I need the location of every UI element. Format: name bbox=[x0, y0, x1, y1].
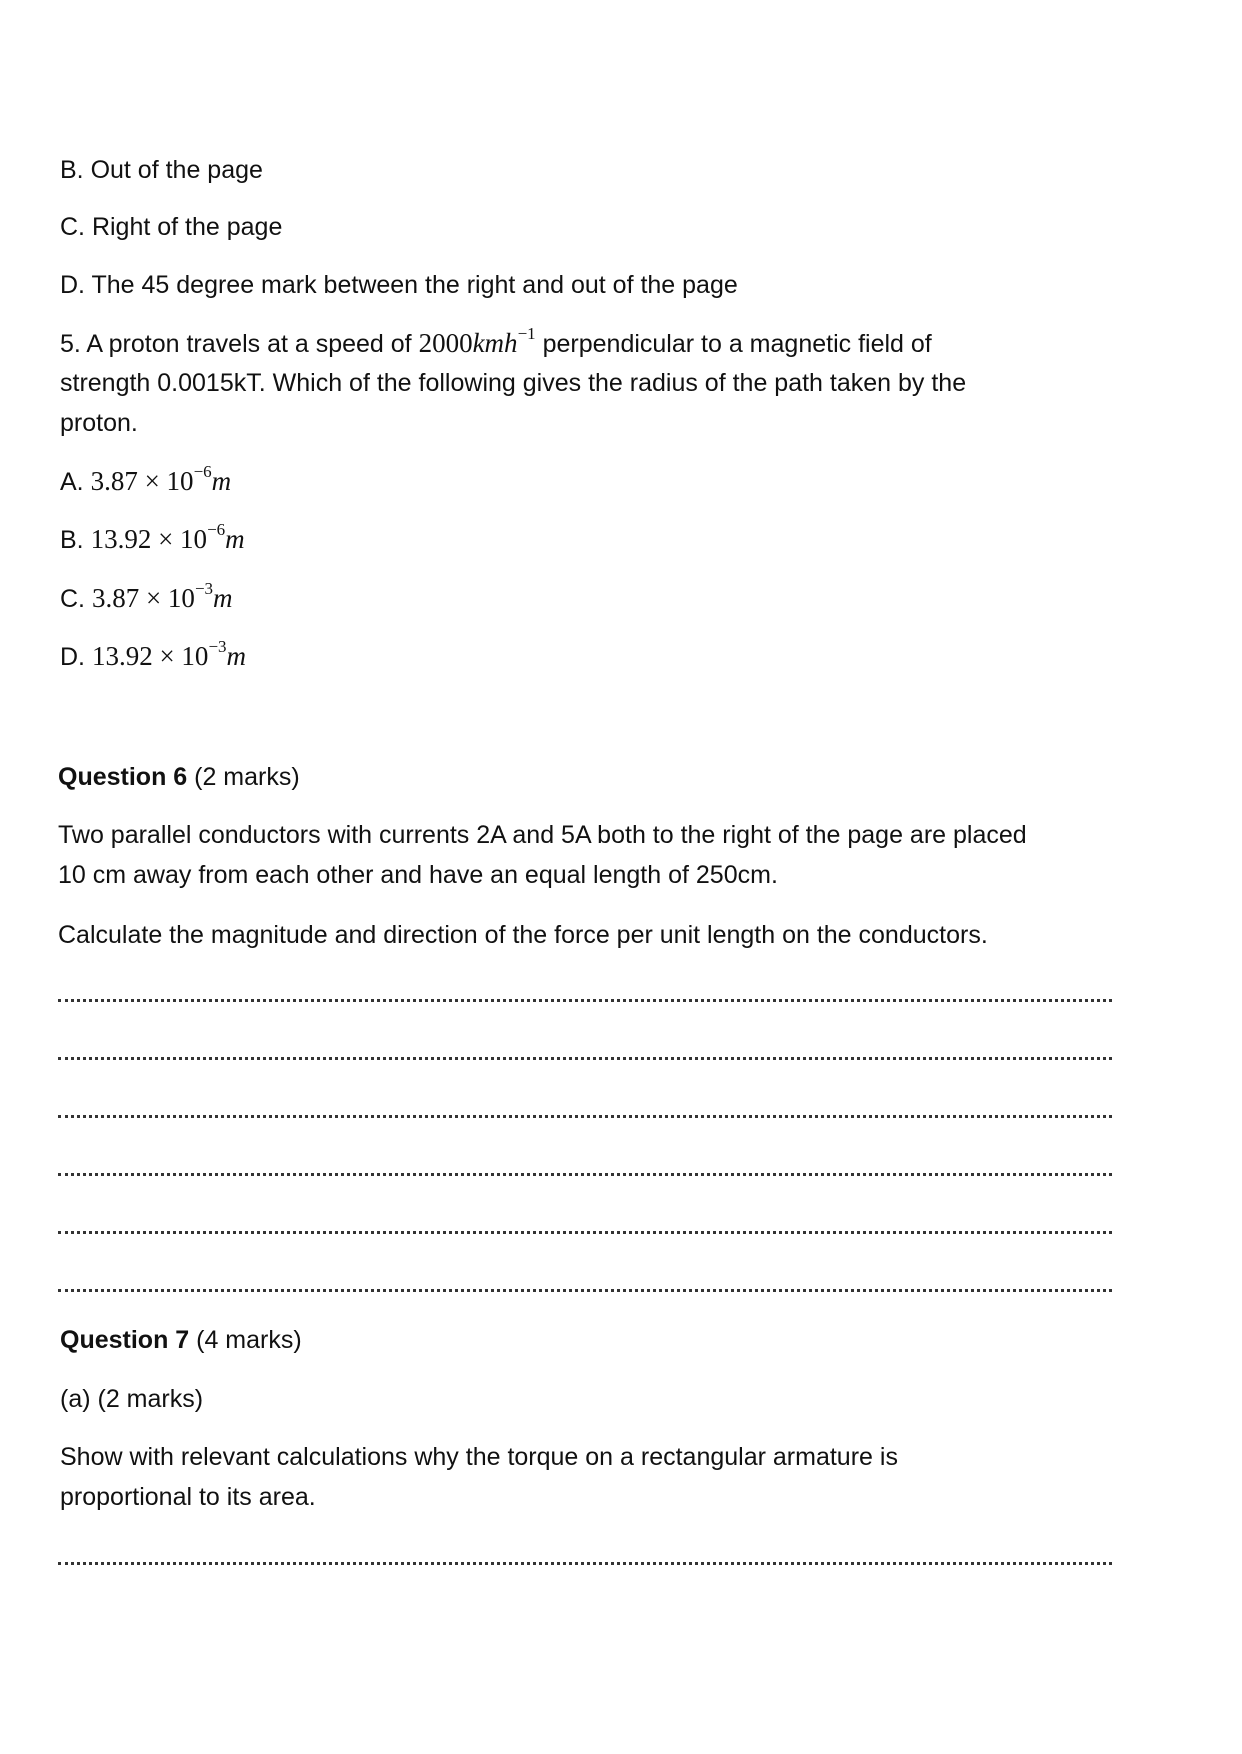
q6-heading bbox=[58, 762, 300, 792]
option-mantissa: 13.92 × 10 bbox=[91, 641, 209, 671]
q5-stem-line2: strength 0.0015kT. Which of the following gives the radius of the path taken by the bbox=[60, 369, 967, 397]
option-letter: A. bbox=[60, 468, 91, 496]
q7-title: Question 7 bbox=[60, 1326, 190, 1354]
answer-line[interactable] bbox=[58, 1173, 1112, 1176]
option-letter: C. bbox=[60, 585, 92, 613]
option-mantissa: 13.92 × 10 bbox=[90, 524, 208, 554]
option-letter: B. bbox=[60, 526, 91, 554]
answer-line[interactable] bbox=[58, 1562, 1112, 1565]
q5-option-d bbox=[60, 637, 247, 672]
option-exp: −3 bbox=[194, 579, 214, 598]
q6-text-line2: 10 cm away from each other and have an equal length of 250cm. bbox=[58, 861, 778, 889]
option-letter: D. bbox=[60, 643, 92, 671]
option-exp: −6 bbox=[207, 520, 226, 539]
q5-stem-suffix: perpendicular to a magnetic field of bbox=[535, 330, 932, 358]
q5-speed-value: 2000 bbox=[418, 328, 473, 358]
option-unit: m bbox=[213, 583, 233, 613]
option-unit: m bbox=[226, 641, 247, 671]
q4-option-b: B. Out of the page bbox=[60, 156, 263, 184]
option-mantissa: 3.87 × 10 bbox=[90, 466, 194, 496]
q4-option-c: C. Right of the page bbox=[60, 213, 283, 241]
q5-stem-prefix: 5. A proton travels at a speed of bbox=[60, 330, 419, 358]
q6-text-line1: Two parallel conductors with currents 2A and 5A both to the right of the page are placed bbox=[58, 821, 1027, 849]
option-unit: m bbox=[225, 524, 245, 554]
answer-line[interactable] bbox=[58, 999, 1112, 1002]
option-mantissa: 3.87 × 10 bbox=[91, 583, 195, 613]
q7-marks: (4 marks) bbox=[189, 1326, 302, 1354]
q5-speed-exp: −1 bbox=[517, 324, 536, 343]
answer-line[interactable] bbox=[58, 1057, 1112, 1060]
q5-option-a bbox=[60, 462, 232, 497]
q6-prompt: Calculate the magnitude and direction of the force per unit length on the conductors. bbox=[58, 921, 988, 949]
q6-title: Question 6 bbox=[58, 763, 188, 791]
q7-part-a-line2: proportional to its area. bbox=[60, 1483, 316, 1511]
q7-part-a-label: (a) (2 marks) bbox=[60, 1385, 204, 1413]
q5-option-c bbox=[60, 579, 233, 614]
q5-stem-line1 bbox=[60, 324, 932, 359]
q5-speed bbox=[418, 324, 536, 358]
q5-option-b bbox=[60, 520, 245, 555]
q5-speed-unit: kmh bbox=[472, 328, 518, 358]
q7-part-a-line1: Show with relevant calculations why the torque on a rectangular armature is bbox=[60, 1443, 898, 1471]
q6-marks: (2 marks) bbox=[187, 763, 300, 791]
q5-stem-line3: proton. bbox=[60, 409, 138, 437]
option-exp: −3 bbox=[208, 637, 227, 656]
option-unit: m bbox=[211, 466, 232, 496]
q4-option-d: D. The 45 degree mark between the right and out of the page bbox=[60, 271, 738, 299]
answer-line[interactable] bbox=[58, 1115, 1112, 1118]
answer-line[interactable] bbox=[58, 1231, 1112, 1234]
option-exp: −6 bbox=[193, 462, 212, 481]
answer-line[interactable] bbox=[58, 1289, 1112, 1292]
q7-heading bbox=[60, 1325, 302, 1355]
